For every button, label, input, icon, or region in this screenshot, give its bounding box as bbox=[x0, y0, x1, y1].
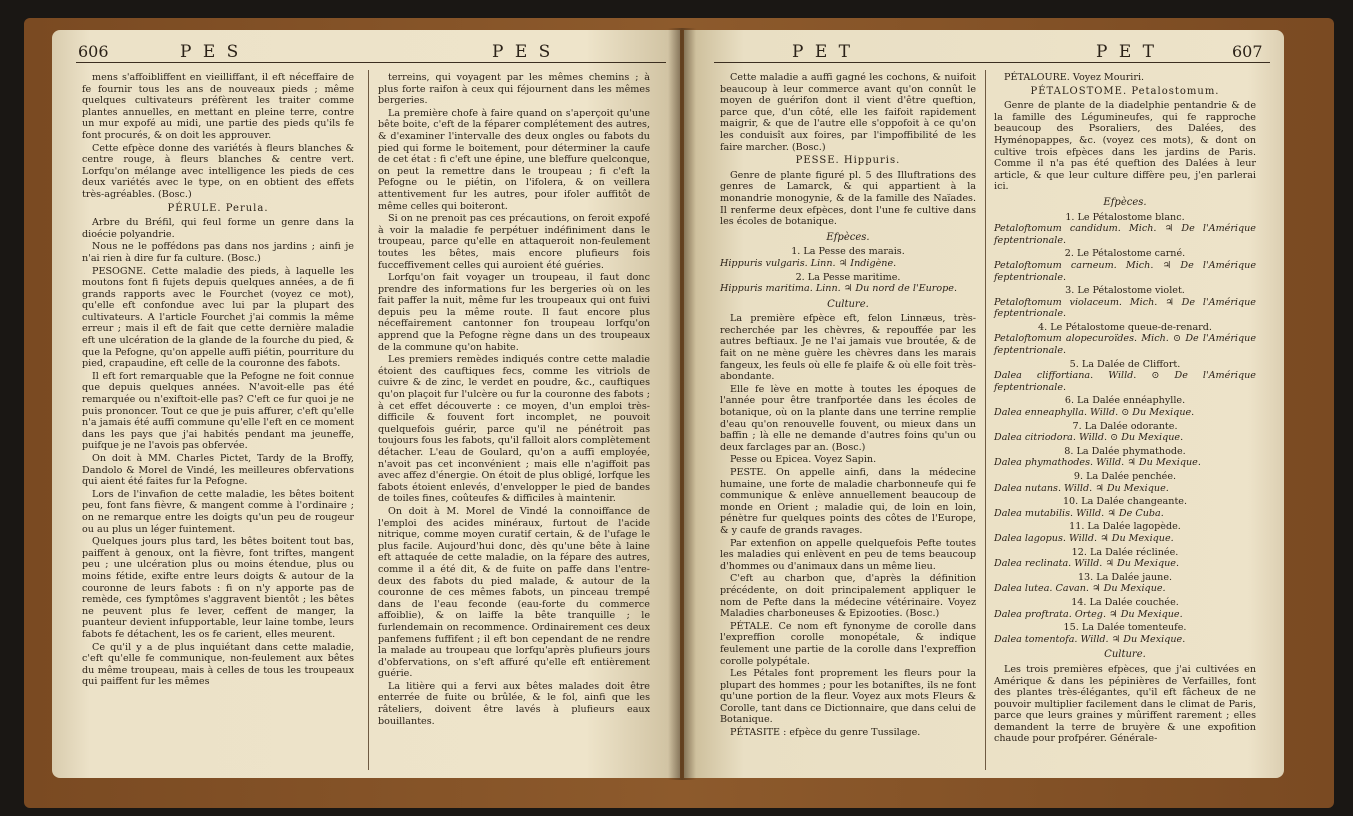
species-name: 10. La Dalée changeante. bbox=[1062, 496, 1188, 508]
species-latin: Dalea citriodora. Willd. ⊙ Du Mexique. bbox=[994, 432, 1184, 444]
paragraph: Ce qu'il y a de plus inquiétant dans cette maladie, c'eft qu'elle fe communique, non-feulement aux bêtes du même troupeau, mais à celles de tous les troupeaux qui paiffent fur les mêmes bbox=[82, 641, 354, 688]
species-latin: Dalea phymathodes. Willd. ♃ Du Mexique. bbox=[994, 457, 1201, 469]
paragraph: PÉTALE. Ce nom eft fynonyme de corolle dans l'expreffion corolle monopétale, & indique feulement une partie de la corolle dans l'expreffion corolle polypétale. bbox=[720, 620, 976, 667]
species-name: 3. Le Pétalostome violet. bbox=[1065, 285, 1185, 297]
right-page-column-2 bbox=[994, 72, 1256, 746]
paragraph: Lorfqu'on fait voyager un troupeau, il faut donc prendre des informations fur les bergeries où on les fait paffer la nuit, même fur les troupeaux qui ont fuivi depuis peu la même route. Il faut encore plus néceffairement cantonner fon troupeau lorfqu'on apprend que la Pefogne règne dans un des troupeaux de la commune qu'on habite. bbox=[378, 272, 650, 353]
species-latin: Hippuris vulgaris. Linn. ♃ Indigène. bbox=[720, 257, 897, 269]
paragraph: Genre de plante figuré pl. 5 des Illuftrations des genres de Lamarck, & qui appartient à la monandrie monogynie, & de la famille des Naïades. Il renferme deux efpèces, dont l'une fe cultive dans les écoles de botanique. bbox=[720, 169, 976, 228]
column-divider-left bbox=[368, 70, 369, 770]
paragraph: C'eft au charbon que, d'après la définition précédente, on doit principalement appliquer le nom de Pefte dans la médecine vétérinaire. Voyez Maladies charboneuses & Epizooties. (Bosc.) bbox=[720, 573, 976, 620]
species-name: 2. Le Pétalostome carné. bbox=[1064, 248, 1186, 260]
paragraph: La première chofe à faire quand on s'aperçoit qu'une bête boite, c'eft de la féparer complétement des autres, & d'examiner l'intervalle des deux ongles ou fabots du pied qui forme le boitement, pour déterminer la caufe de cet état : fi c'eft une épine, une bleffure quelconque, on peut la remettre dans le troupeau ; fi c'eft la Pefogne ou le piétin, on l'ifolera, & on veillera attentivement fur les autres, pour ifoler auffitôt de même celles qui boiteront. bbox=[378, 107, 650, 212]
right-page bbox=[684, 30, 1284, 778]
species-name: 9. La Dalée penchée. bbox=[1073, 471, 1177, 482]
section-heading: Efpèces. bbox=[1103, 196, 1147, 208]
paragraph: Si on ne prenoit pas ces précautions, on feroit expofé à voir la maladie fe perpétuer indéfiniment dans le troupeau, parce qu'elle en attaqueroit non-feulement toutes les bêtes, mais encore plufieurs fois fucceffivement celles qui auroient été guéries. bbox=[378, 213, 650, 271]
species-latin: Dalea mutabilis. Willd. ♃ De Cuba. bbox=[994, 507, 1164, 519]
left-page-column-2 bbox=[378, 72, 650, 728]
paragraph: La litière qui a fervi aux bêtes malades doit être enterrée de fuite ou brûlée, & le fol, ainfi que les râteliers, doivent être lavés à plufieurs eaux bouillantes. bbox=[378, 680, 650, 727]
section-heading: Culture. bbox=[1104, 649, 1146, 661]
species-latin: Dalea tomentofa. Willd. ♃ Du Mexique. bbox=[994, 633, 1186, 645]
paragraph: terreins, qui voyagent par les mêmes chemins ; à plus forte raifon à ceux qui féjournent dans les mêmes bergeries. bbox=[378, 72, 650, 107]
paragraph: PÉTASITE : efpèce du genre Tussilage. bbox=[730, 727, 921, 739]
species-name: 1. Le Pétalostome blanc. bbox=[1065, 211, 1185, 223]
section-heading: Culture. bbox=[827, 298, 869, 310]
species-latin: Dalea lutea. Cavan. ♃ Du Mexique. bbox=[994, 583, 1166, 595]
paragraph: Il eft fort remarquable que la Pefogne ne foit connue que depuis quelques années. N'avoit-elle pas été remarquée ou n'exiftoit-elle pas? C'eft ce fur quoi je ne puis prononcer. Tout ce que je puis affurer, c'eft qu'elle n'a jamais été auffi commune qu'elle l'eft en ce moment dans les pays que j'ai habités pendant ma jeuneffe, puifque je ne l'avois pas obfervée. bbox=[82, 370, 354, 452]
species-name: 12. La Dalée réclinée. bbox=[1071, 546, 1179, 558]
paragraph: Arbre du Bréfil, qui feul forme un genre dans la dioécie polyandrie. bbox=[82, 217, 354, 240]
species-latin: Petaloftomum violaceum. Mich. ♃ De l'Amérique feptentrionale. bbox=[994, 296, 1256, 320]
header-rule-right bbox=[714, 62, 1270, 63]
species-name: 1. La Pesse des marais. bbox=[791, 246, 905, 258]
species-latin: Dalea nutans. Willd. ♃ Du Mexique. bbox=[994, 482, 1169, 494]
section-heading: Efpèces. bbox=[826, 231, 870, 243]
paragraph: Quelques jours plus tard, les bêtes boitent tout bas, paiffent à genoux, ont la fièvre, font triftes, mangent peu ; une ulcération plus ou moins étendue, plus ou moins fétide, exifte entre leurs doigts & autour de la couronne de leurs fabots : fi on n'y apporte pas de remède, ces fymptômes s'aggravent bientôt ; les bêtes ne peuvent plus fe lever, ceffent de manger, la puanteur devient infupportable, leur laine tombe, leurs fabots fe détachent, les os fe carient, elles meurent. bbox=[82, 536, 354, 640]
paragraph: Les Pétales font proprement les fleurs pour la plupart des hommes ; pour les botaniftes, ils ne font qu'une portion de la fleur. Voyez aux mots Fleurs & Corolle, tant dans ce Dictionnaire, que dans celui de Botanique. bbox=[720, 668, 976, 726]
species-name: 6. La Dalée ennéaphylle. bbox=[1064, 395, 1186, 407]
paragraph: PÉTALOURE. Voyez Mouriri. bbox=[1004, 72, 1145, 83]
running-head-left-2: P E S bbox=[492, 42, 554, 62]
species-latin: Petaloftomum alopecuroïdes. Mich. ⊙ De l'Amérique feptentrionale. bbox=[994, 333, 1256, 357]
page-number-left: 606 bbox=[78, 42, 109, 61]
paragraph: Nous ne le poffédons pas dans nos jardins ; ainfi je n'ai rien à dire fur fa culture. (Bosc.) bbox=[82, 241, 354, 264]
species-latin: Dalea lagopus. Willd. ♃ Du Mexique. bbox=[994, 532, 1174, 544]
entry-heading: PÉRULE. Perula. bbox=[167, 202, 269, 214]
paragraph: Lors de l'invafion de cette maladie, les bêtes boitent peu, font fans fièvre, & mangent comme à l'ordinaire ; on ne remarque entre les doigts qu'un peu de rougeur ou au plus un léger fuintement. bbox=[82, 488, 354, 535]
paragraph: Les trois premières efpèces, que j'ai cultivées en Amérique & dans les pépinières de Verfailles, font des plantes très-élégantes, qu'il eft fâcheux de ne pouvoir multiplier facilement dans le climat de Paris, parce que leurs graines y mûriffent rarement ; elles demandent la terre de bruyère & une expofition chaude pour profpérer. Générale- bbox=[994, 663, 1256, 745]
page-number-right: 607 bbox=[1232, 42, 1263, 61]
species-name: 5. La Dalée de Cliffort. bbox=[1069, 358, 1181, 370]
paragraph: Les premiers remèdes indiqués contre cette maladie étoient des cauftiques fecs, comme les vitriols de cuivre & de zinc, le verdet en poudre, &c., cauftiques qu'on plaçoit fur l'ulcère ou fur la couronne des fabots ; à cet effet découverte : ce moyen, d'un emploi très-difficile & fouvent fort incomplet, ne pouvoit quelquefois guérir, parce qu'il ne pénétroit pas toujours fous les fabots, qu'il falloit alors complètement détacher. L'eau de Goulard, qu'on a auffi employée, n'avoit pas cet inconvénient ; mais elle n'agiffoit pas avec affez d'énergie. On étoit de plus obligé, lorfque les fabots étoient enlevés, d'envelopper le pied de bandes de toiles fines, coûteufes & difficiles à maintenir. bbox=[378, 354, 650, 505]
species-name: 7. La Dalée odorante. bbox=[1072, 420, 1178, 432]
book-gutter bbox=[668, 28, 696, 780]
entry-heading: PÉTALOSTOME. Petalostomum. bbox=[1030, 85, 1220, 97]
species-name: 2. La Pesse maritime. bbox=[795, 271, 901, 283]
species-latin: Hippuris maritima. Linn. ♃ Du nord de l'Europe. bbox=[720, 283, 958, 295]
species-latin: Dalea proftrata. Orteg. ♃ Du Mexique. bbox=[994, 608, 1183, 620]
paragraph: mens s'affoibliffent en vieilliffant, il eft néceffaire de fe fournir tous les ans de nouveaux pieds ; même quelques cultivateurs préfèrent les traiter comme plantes annuelles, en mettant en pleine terre, contre un mur expofé au midi, une partie des pieds qu'ils fe font procurés, & on doit les approuver. bbox=[82, 72, 354, 141]
species-name: 4. Le Pétalostome queue-de-renard. bbox=[1038, 321, 1212, 333]
paragraph: Pesse ou Epicea. Voyez Sapin. bbox=[730, 454, 877, 466]
species-name: 13. La Dalée jaune. bbox=[1077, 571, 1173, 583]
species-name: 8. La Dalée phymathode. bbox=[1064, 445, 1186, 457]
left-page-column-1 bbox=[82, 72, 354, 689]
paragraph: PESTE. On appelle ainfi, dans la médecine humaine, une forte de maladie charbonneufe qui fe communique & enlève annuellement beaucoup de monde en Orient ; maladie qui, de loin en loin, pénètre fur quelques points des côtes de l'Europe, & y caufe de grands ravages. bbox=[720, 467, 976, 536]
running-head-right-1: P E T bbox=[792, 42, 853, 62]
left-page bbox=[52, 30, 680, 778]
column-divider-right bbox=[985, 70, 986, 770]
paragraph: On doit à MM. Charles Pictet, Tardy de la Broffy, Dandolo & Morel de Vindé, les meilleures obfervations qui aient été faites fur la Pefogne. bbox=[82, 453, 354, 488]
paragraph: Elle fe lève en motte à toutes les époques de l'année pour être tranfportée dans les écoles de botanique, où on la plante dans une terrine remplie d'eau qu'on renouvelle fouvent, ou mieux dans un baffin ; là elle ne demande d'autres foins qu'un ou deux farclages par an. (Bosc.) bbox=[720, 383, 976, 453]
species-name: 14. La Dalée couchée. bbox=[1071, 596, 1179, 608]
header-rule-left bbox=[76, 62, 666, 63]
paragraph: On doit à M. Morel de Vindé la connoiffance de l'emploi des acides minéraux, furtout de l'acide nitrique, comme moyen curatif certain, & de l'ufage le plus facile. Aujourd'hui donc, dès qu'une bête à laine eft attaquée de cette maladie, on la fépare des autres, comme il a été dit, & de fuite on paffe dans l'entre-deux des fabots du pied malade, & autour de la couronne de ces mêmes fabots, un pinceau trempé dans de l'eau feconde (eau-forte du commerce affoiblie), & on laiffe la bête tranquille ; le furlendemain on recommence. Ordinairement ces deux panfemens fuffifent ; il eft bon cependant de ne rendre la malade au troupeau que lorfqu'après plufieurs jours d'obfervations, on s'eft affuré qu'elle eft entièrement guérie. bbox=[378, 505, 650, 680]
entry-heading: PESSE. Hippuris. bbox=[795, 155, 901, 167]
species-latin: Dalea cliffortiana. Willd. ⊙ De l'Amérique feptentrionale. bbox=[994, 370, 1256, 393]
paragraph: Cette efpèce donne des variétés à fleurs blanches & centre rouge, à fleurs blanches & centre vert. Lorfqu'on mélange avec intelligence les pieds de ces deux variétés avec le type, on en obtient des effets très-agréables. (Bosc.) bbox=[82, 142, 354, 200]
paragraph: La première efpèce eft, felon Linnæus, très-recherchée par les chèvres, & repouffée par les autres beftiaux. Je ne l'ai jamais vue broutée, & de fait on ne mène guère les chèvres dans les marais fangeux, les feuls où elle fe plaife & où elle foit très-abondante. bbox=[720, 313, 976, 383]
species-latin: Petaloftomum candidum. Mich. ♃ De l'Amérique feptentrionale. bbox=[994, 223, 1256, 246]
species-name: 15. La Dalée tomenteufe. bbox=[1063, 622, 1187, 634]
species-name: 11. La Dalée lagopède. bbox=[1069, 521, 1181, 533]
paragraph: PESOGNE. Cette maladie des pieds, à laquelle les moutons font fi fujets depuis quelques années, a de fi grands rapports avec le Fourchet (voyez ce mot), qu'elle eft confondue avec lui par la plupart des cultivateurs. A l'article Fourchet j'ai commis la même erreur ; mais il eft de fait que cette dernière maladie eft une ulcération de la glande de la fourche du pied, & que la Pefogne, qu'on appelle auffi piétin, pourriture du pied, crapaudine, eft celle de la couronne des fabots. bbox=[82, 265, 354, 370]
paragraph: Cette maladie a auffi gagné les cochons, & nuifoit beaucoup à leur commerce avant qu'on connût le moyen de guérifon dont il vient d'être queftion, parce que, d'un côté, elle les faifoit rapidement maigrir, & que de l'autre elle s'oppofoit à ce qu'on les conduisît aux foires, par l'impoffibilité de les faire marcher. (Bosc.) bbox=[720, 72, 976, 153]
running-head-right-2: P E T bbox=[1096, 42, 1157, 62]
species-latin: Dalea enneaphylla. Willd. ⊙ Du Mexique. bbox=[994, 407, 1195, 419]
paragraph: Par extenfion on appelle quelquefois Pefte toutes les maladies qui enlèvent en peu de tems beaucoup d'hommes ou d'animaux dans un même lieu. bbox=[720, 537, 976, 572]
species-latin: Petaloftomum carneum. Mich. ♃ De l'Amérique feptentrionale. bbox=[994, 259, 1256, 283]
species-latin: Dalea reclinata. Willd. ♃ Du Mexique. bbox=[994, 558, 1180, 570]
running-head-left-1: P E S bbox=[180, 42, 242, 62]
paragraph: Genre de plante de la diadelphie pentandrie & de la famille des Légumineufes, qui fe rapproche beaucoup des Psoraliers, des Dalées, des Hyménopappes, &c. (voyez ces mots), & dont on cultive trois efpèces dans les jardins de Paris. Comme il n'a pas été queftion des Dalées à leur article, & que leur culture diffère peu, j'en parlerai ici. bbox=[994, 100, 1256, 193]
right-page-column-1 bbox=[720, 72, 976, 740]
